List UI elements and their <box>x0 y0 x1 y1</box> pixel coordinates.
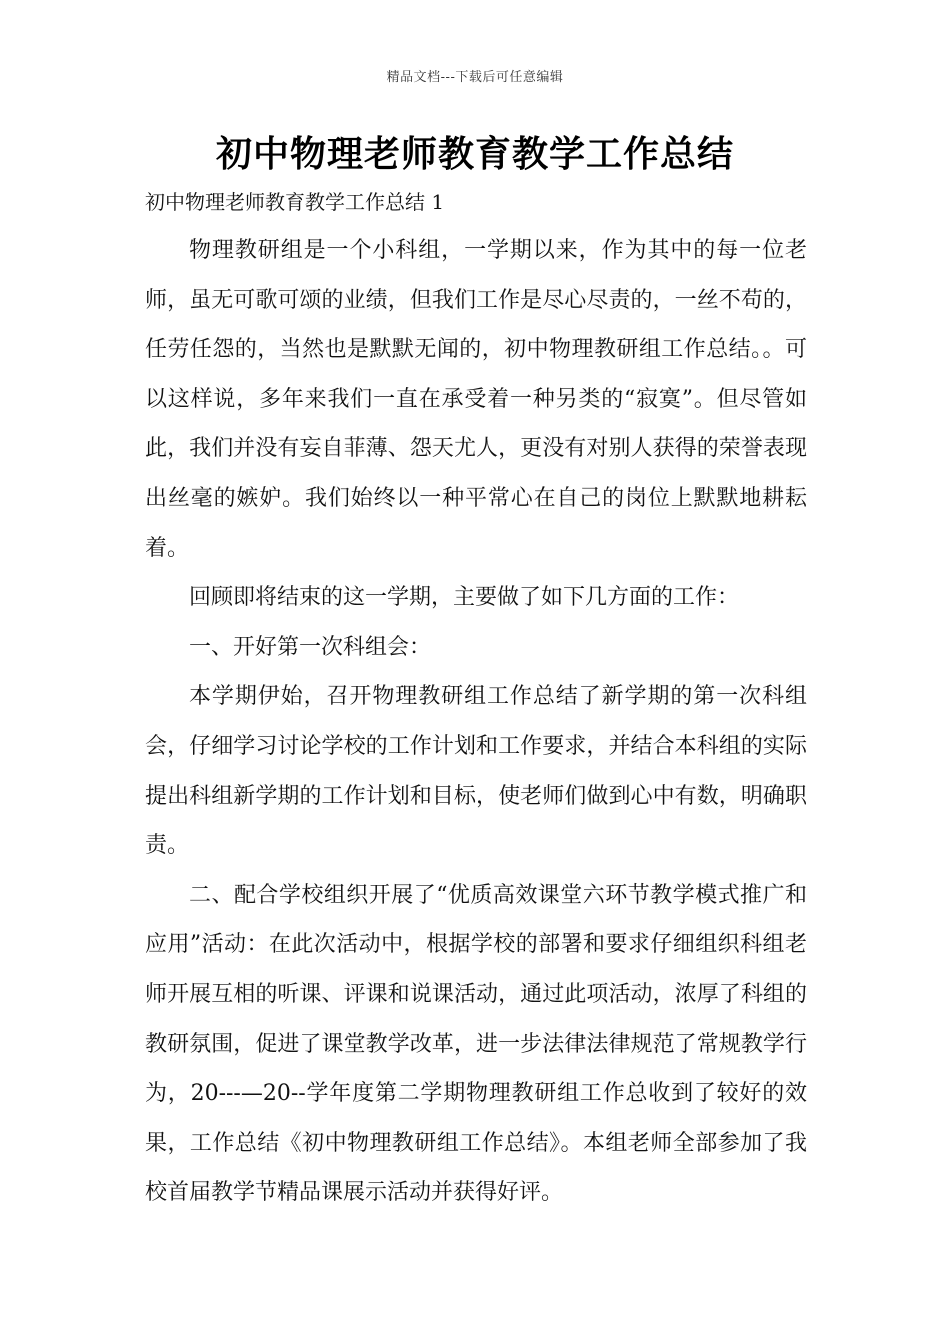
document-body <box>145 226 807 1218</box>
paragraph-meeting: 本学期伊始，召开物理教研组工作总结了新学期的第一次科组会，仔细学习讨论学校的工作计划和工作要求，并结合本科组的实际提出科组新学期的工作计划和目标，使老师们做到心中有数，明确职责。 <box>145 684 807 859</box>
header-note: 精品文档---下载后可任意编辑 <box>386 70 564 85</box>
document-subtitle: 初中物理老师教育教学工作总结 1 <box>145 190 445 214</box>
paragraph-review: 回顾即将结束的这一学期，主要做了如下几方面的工作： <box>189 585 740 611</box>
paragraph-intro: 物理教研组是一个小科组，一学期以来，作为其中的每一位老师，虽无可歌可颂的业绩，但我们工作是尽心尽责的，一丝不苟的，任劳任怨的，当然也是默默无闻的，初中物理教研组工作总结。。可以这样说，多年来我们一直在承受着一种另类的“寂寞”。但尽管如此，我们并没有妄自菲薄、怨天尤人，更没有对别人获得的荣誉表现出丝毫的嫉妒。我们始终以一种平常心在自己的岗位上默默地耕耘着。 <box>145 238 807 561</box>
document-title: 初中物理老师教育教学工作总结 <box>215 134 734 175</box>
paragraph-heading-one: 一、开好第一次科组会： <box>189 634 432 660</box>
paragraph-activity: 二、配合学校组织开展了“优质高效课堂六环节教学模式推广和应用”活动：在此次活动中，根据学校的部署和要求仔细组织科组老师开展互相的听课、评课和说课活动，通过此项活动，浓厚了科组的教研氛围，促进了课堂教学改革，进一步法律法律规范了常规教学行为，20---—20--学年度第二学期物理教研组工作总收到了较好的效果，工作总结《初中物理教研组工作总结》。本组老师全部参加了我校首届教学节精品课展示活动并获得好评。 <box>145 882 807 1206</box>
